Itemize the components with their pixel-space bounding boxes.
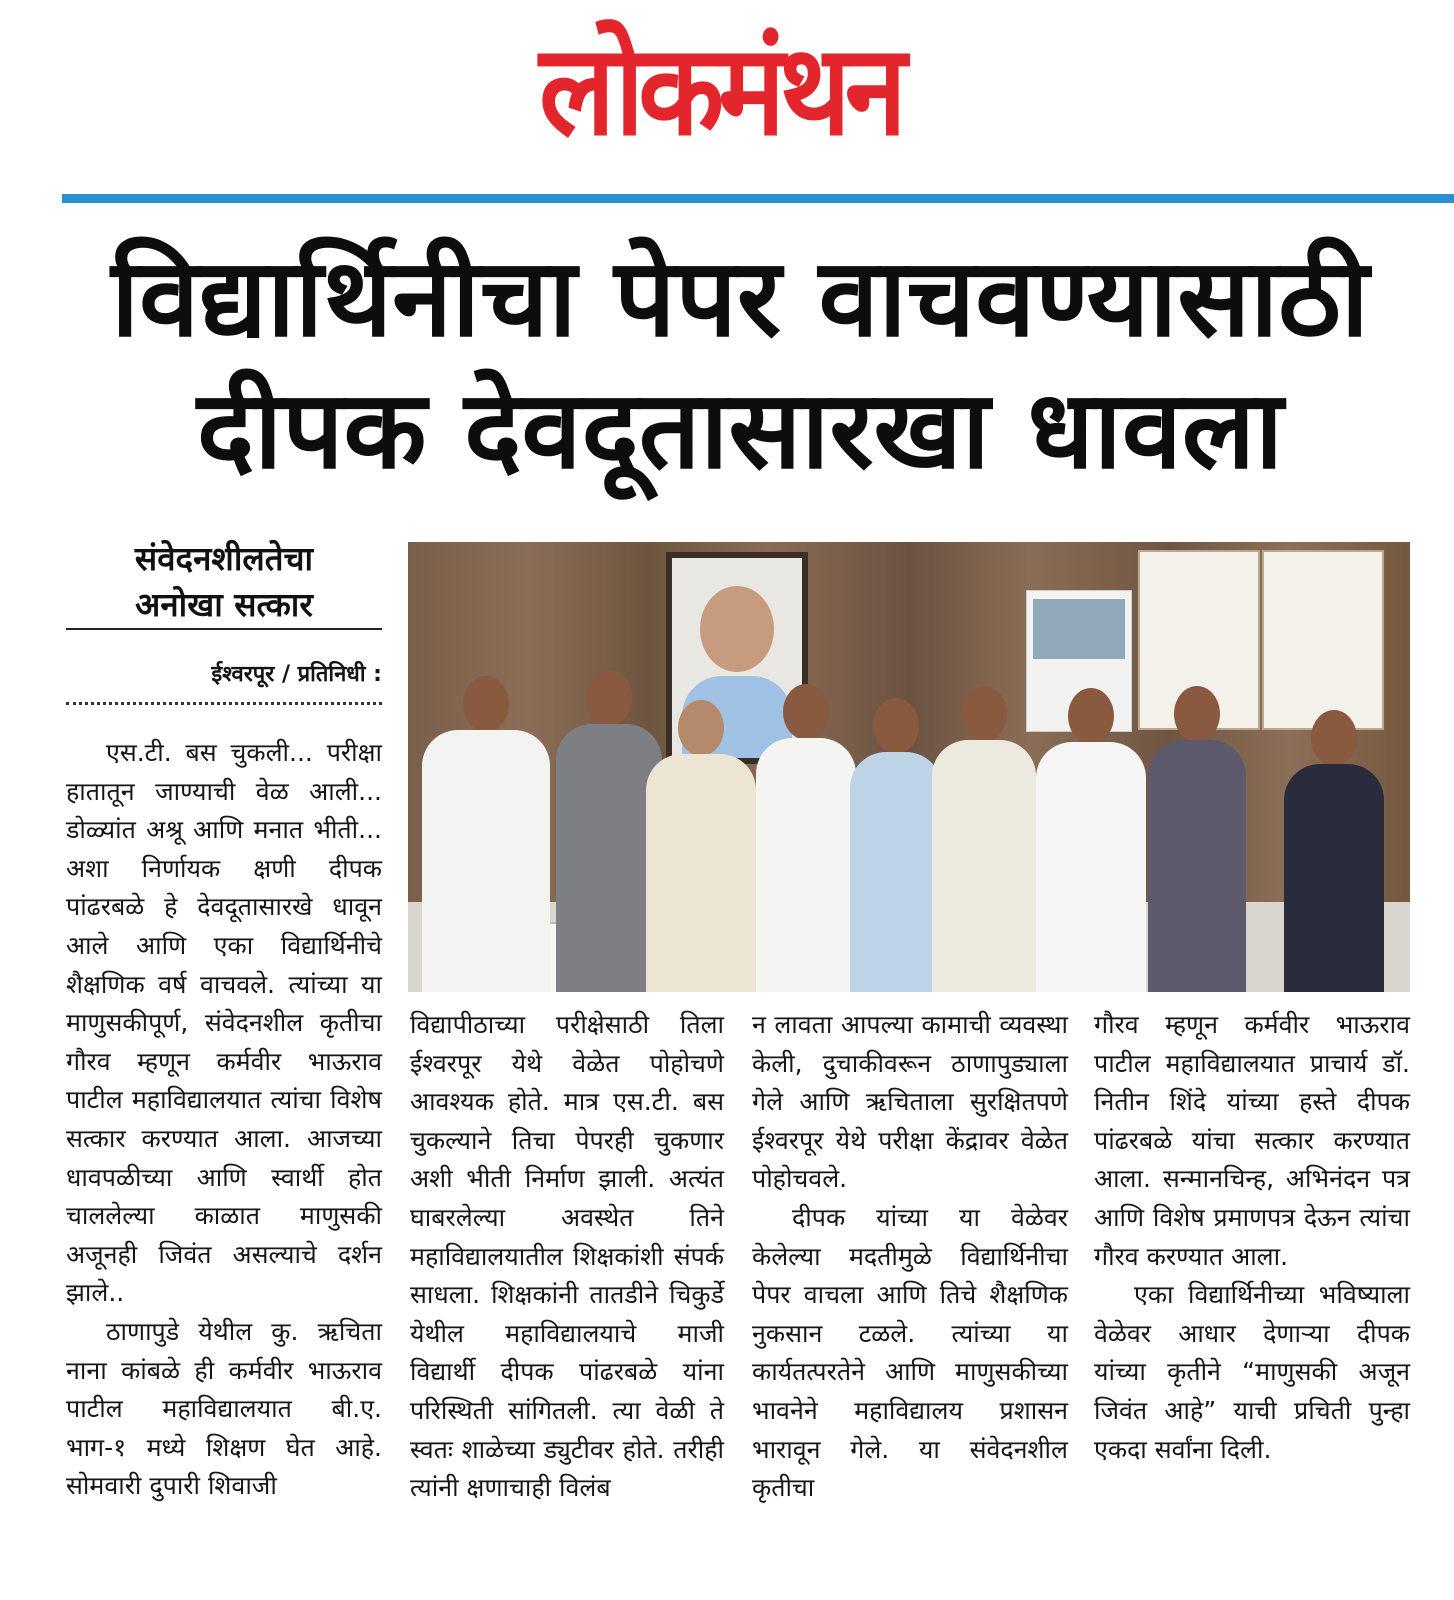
newspaper-masthead-logo: लोकमंथन [539,17,901,164]
article-subheading [66,536,382,628]
person-3 [646,700,756,992]
person-head [1174,686,1220,742]
person-body [422,730,550,992]
article-paragraph: एका विद्यार्थिनीच्या भविष्याला वेळेवर आधार देणाऱ्या दीपक यांच्या कृतीने “माणुसकी अजून जिवंत आहे” याची प्रचिती पुन्हा एकदा सर्वांना दिली. [1094,1280,1410,1464]
masthead-divider [62,194,1454,203]
person-body [646,754,756,992]
person-head [873,698,919,754]
subheading-line-2: अनोखा सत्कार [135,585,313,624]
person-head [783,684,829,740]
person-body [850,752,942,992]
article-paragraph: विद्यापीठाच्या परीक्षेसाठी तिला ईश्वरपूर येथे वेळेत पोहोचणे आवश्यक होते. मात्र एस.टी. बस चुकल्याने तिचा पेपरही चुकणार अशी भीती निर्माण झाली. अत्यंत घाबरलेल्या अवस्थेत तिने महाविद्यालयातील शिक्षकांशी संपर्क साधला. शिक्षकांनी तातडीने चिकुर्डे येथील महाविद्यालयाचे माजी विद्यार्थी दीपक पांढरबळे यांना परिस्थिती सांगितली. त्या वेळी ते स्वतः शाळेच्या ड्युटीवर होते. तरीही त्यांनी क्षणाचाही विलंब [410,1010,724,1503]
subheading-line-1: संवेदनशीलतेचा [134,539,314,578]
person-6 [932,686,1036,992]
article-headline [70,233,1410,497]
person-9 [1284,710,1384,992]
person-body [1148,740,1246,992]
person-body [1036,742,1146,992]
portrait-face [700,586,774,672]
person-body [1284,764,1384,992]
person-head [678,700,724,756]
article-paragraph: ठाणापुडे येथील कु. ऋचिता नाना कांबळे ही कर्मवीर भाऊराव पाटील महाविद्यालयात बी.ए. भाग-१ मध्ये शिक्षण घेत आहे. सोमवारी दुपारी शिवाजी [66,1316,382,1501]
article-column-4 [1094,1006,1410,1469]
person-7 [1036,688,1146,992]
person-5 [850,698,942,992]
person-body [932,740,1036,992]
person-head [961,686,1007,742]
article-column-1 [66,734,382,1506]
article-column-2 [410,1006,724,1508]
headline-line-2: दीपक देवदूतासारखा धावला [196,368,1284,494]
article-photo [408,542,1410,992]
person-1 [422,676,550,992]
person-8 [1148,686,1246,992]
article-paragraph: एस.टी. बस चुकली... परीक्षा हातातून जाण्याची वेळ आली... डोळ्यांत अश्रू आणि मनात भीती... अशा निर्णायक क्षणी दीपक पांढरबळे हे देवदूतासारखे धावून आले आणि एका विद्यार्थिनीचे शैक्षणिक वर्ष वाचवले. त्यांच्या या माणुसकीपूर्ण, संवेदनशील कृतीचा गौरव म्हणून कर्मवीर भाऊराव पाटील महाविद्यालयात त्यांचा विशेष सत्कार करण्यात आला. आजच्या धावपळीच्या आणि स्वार्थी होत चाललेल्या काळात माणुसकी अजूनही जिवंत असल्याचे दर्शन झाले.. [66,738,382,1308]
article-paragraph: न लावता आपल्या कामाची व्यवस्था केली, दुचाकीवरून ठाणापुड्याला गेले आणि ऋचिताला सुरक्षितपणे ईश्वरपूर येथे परीक्षा केंद्रावर वेळेत पोहोचवले. [752,1010,1068,1194]
dateline: ईश्वरपूर / प्रतिनिधी : [211,662,382,687]
subheading-divider [66,628,382,630]
person-head [1068,688,1114,744]
person-head [586,670,632,726]
person-head [1311,710,1357,766]
article-paragraph: गौरव म्हणून कर्मवीर भाऊराव पाटील महाविद्यालयात प्राचार्य डॉ. नितीन शिंदे यांच्या हस्ते दीपक पांढरबळे यांचा सत्कार करण्यात आला. सन्मानचिन्ह, अभिनंदन पत्र आणि विशेष प्रमाणपत्र देऊन त्यांचा गौरव करण्यात आला. [1094,1010,1410,1271]
person-4 [756,684,856,992]
article-column-3 [752,1006,1068,1508]
dateline-dotted-divider [66,702,382,705]
person-body [756,738,856,992]
headline-line-1: विद्यार्थिनीचा पेपर वाचवण्यासाठी [111,236,1369,362]
person-head [463,676,509,732]
calendar-picture [1033,599,1125,659]
notice-board-right [1262,550,1384,730]
article-paragraph: दीपक यांच्या या वेळेवर केलेल्या मदतीमुळे विद्यार्थिनीचा पेपर वाचला आणि तिचे शैक्षणिक नुकसान टळले. त्यांच्या या कार्यतत्परतेने आणि माणुसकीच्या भावनेने महाविद्यालय प्रशासन भारावून गेले. या संवेदनशील कृतीचा [752,1202,1068,1503]
